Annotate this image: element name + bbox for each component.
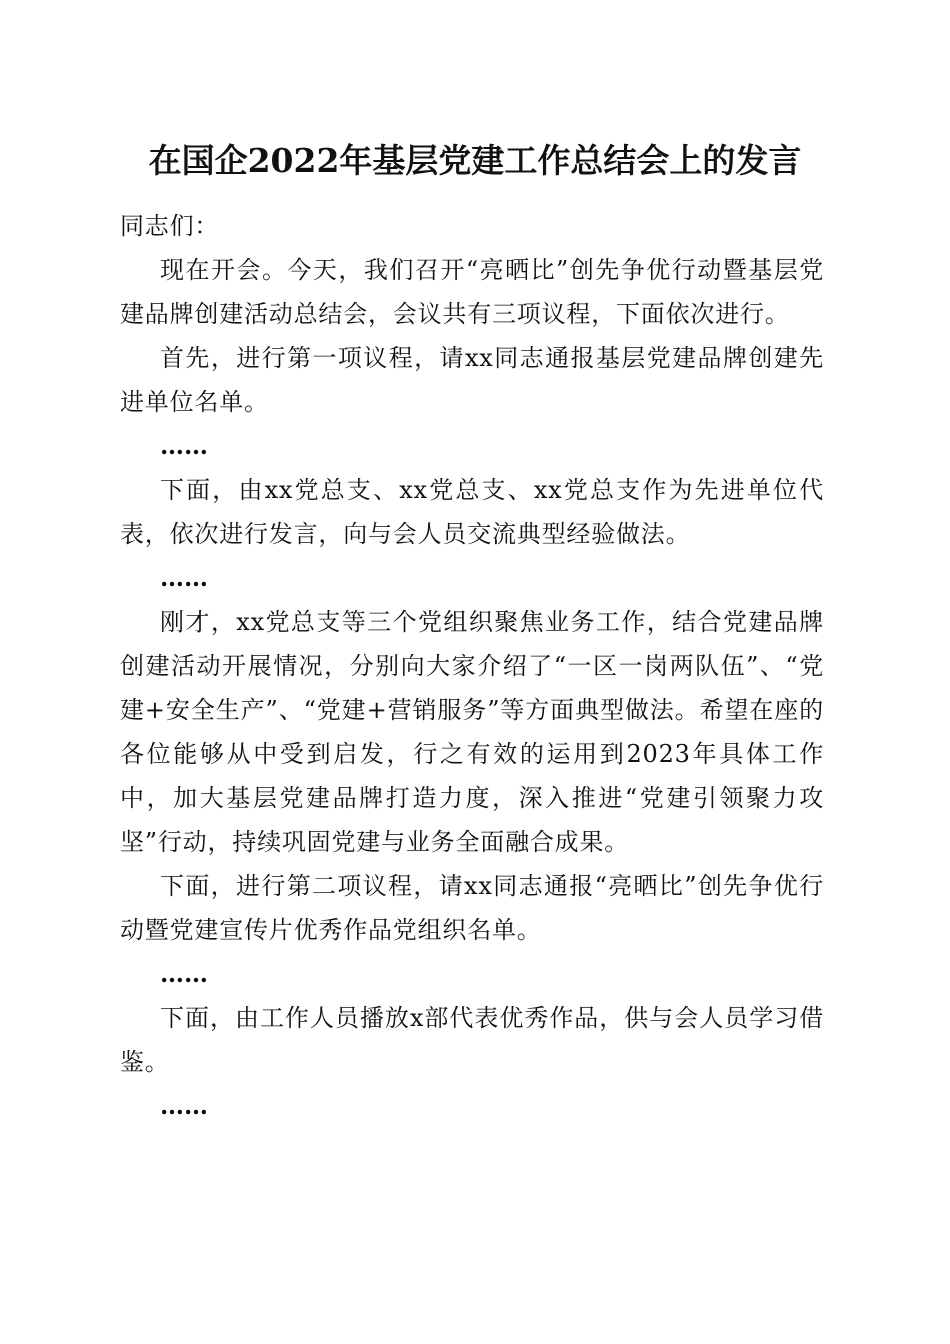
ellipsis-1: …… xyxy=(160,431,208,460)
document-body xyxy=(120,204,824,1128)
paragraph-representatives: 下面，由xx党总支、xx党总支、xx党总支作为先进单位代表，依次进行发言，向与会人员交流典型经验做法。 xyxy=(120,476,824,548)
document-title: 在国企2022年基层党建工作总结会上的发言 xyxy=(148,141,802,180)
paragraph-summary: 刚才，xx党总支等三个党组织聚焦业务工作，结合党建品牌创建活动开展情况，分别向大家介绍了“一区一岗两队伍”、“党建+安全生产”、“党建+营销服务”等方面典型做法。希望在座的各位能够从中受到启发，行之有效的运用到2023年具体工作中，加大基层党建品牌打造力度，深入推进“党建引领聚力攻坚”行动，持续巩固党建与业务全面融合成果。 xyxy=(120,608,824,856)
paragraph-second-agenda: 下面，进行第二项议程，请xx同志通报“亮晒比”创先争优行动暨党建宣传片优秀作品党组织名单。 xyxy=(120,872,824,944)
paragraph-opening: 现在开会。今天，我们召开“亮晒比”创先争优行动暨基层党建品牌创建活动总结会，会议共有三项议程，下面依次进行。 xyxy=(120,256,824,328)
salutation: 同志们： xyxy=(120,212,220,240)
paragraph-first-agenda: 首先，进行第一项议程，请xx同志通报基层党建品牌创建先进单位名单。 xyxy=(120,344,824,416)
paragraph-video: 下面，由工作人员播放x部代表优秀作品，供与会人员学习借鉴。 xyxy=(120,1004,824,1076)
ellipsis-3: …… xyxy=(160,959,208,988)
ellipsis-4: …… xyxy=(160,1091,208,1120)
ellipsis-2: …… xyxy=(160,563,208,592)
